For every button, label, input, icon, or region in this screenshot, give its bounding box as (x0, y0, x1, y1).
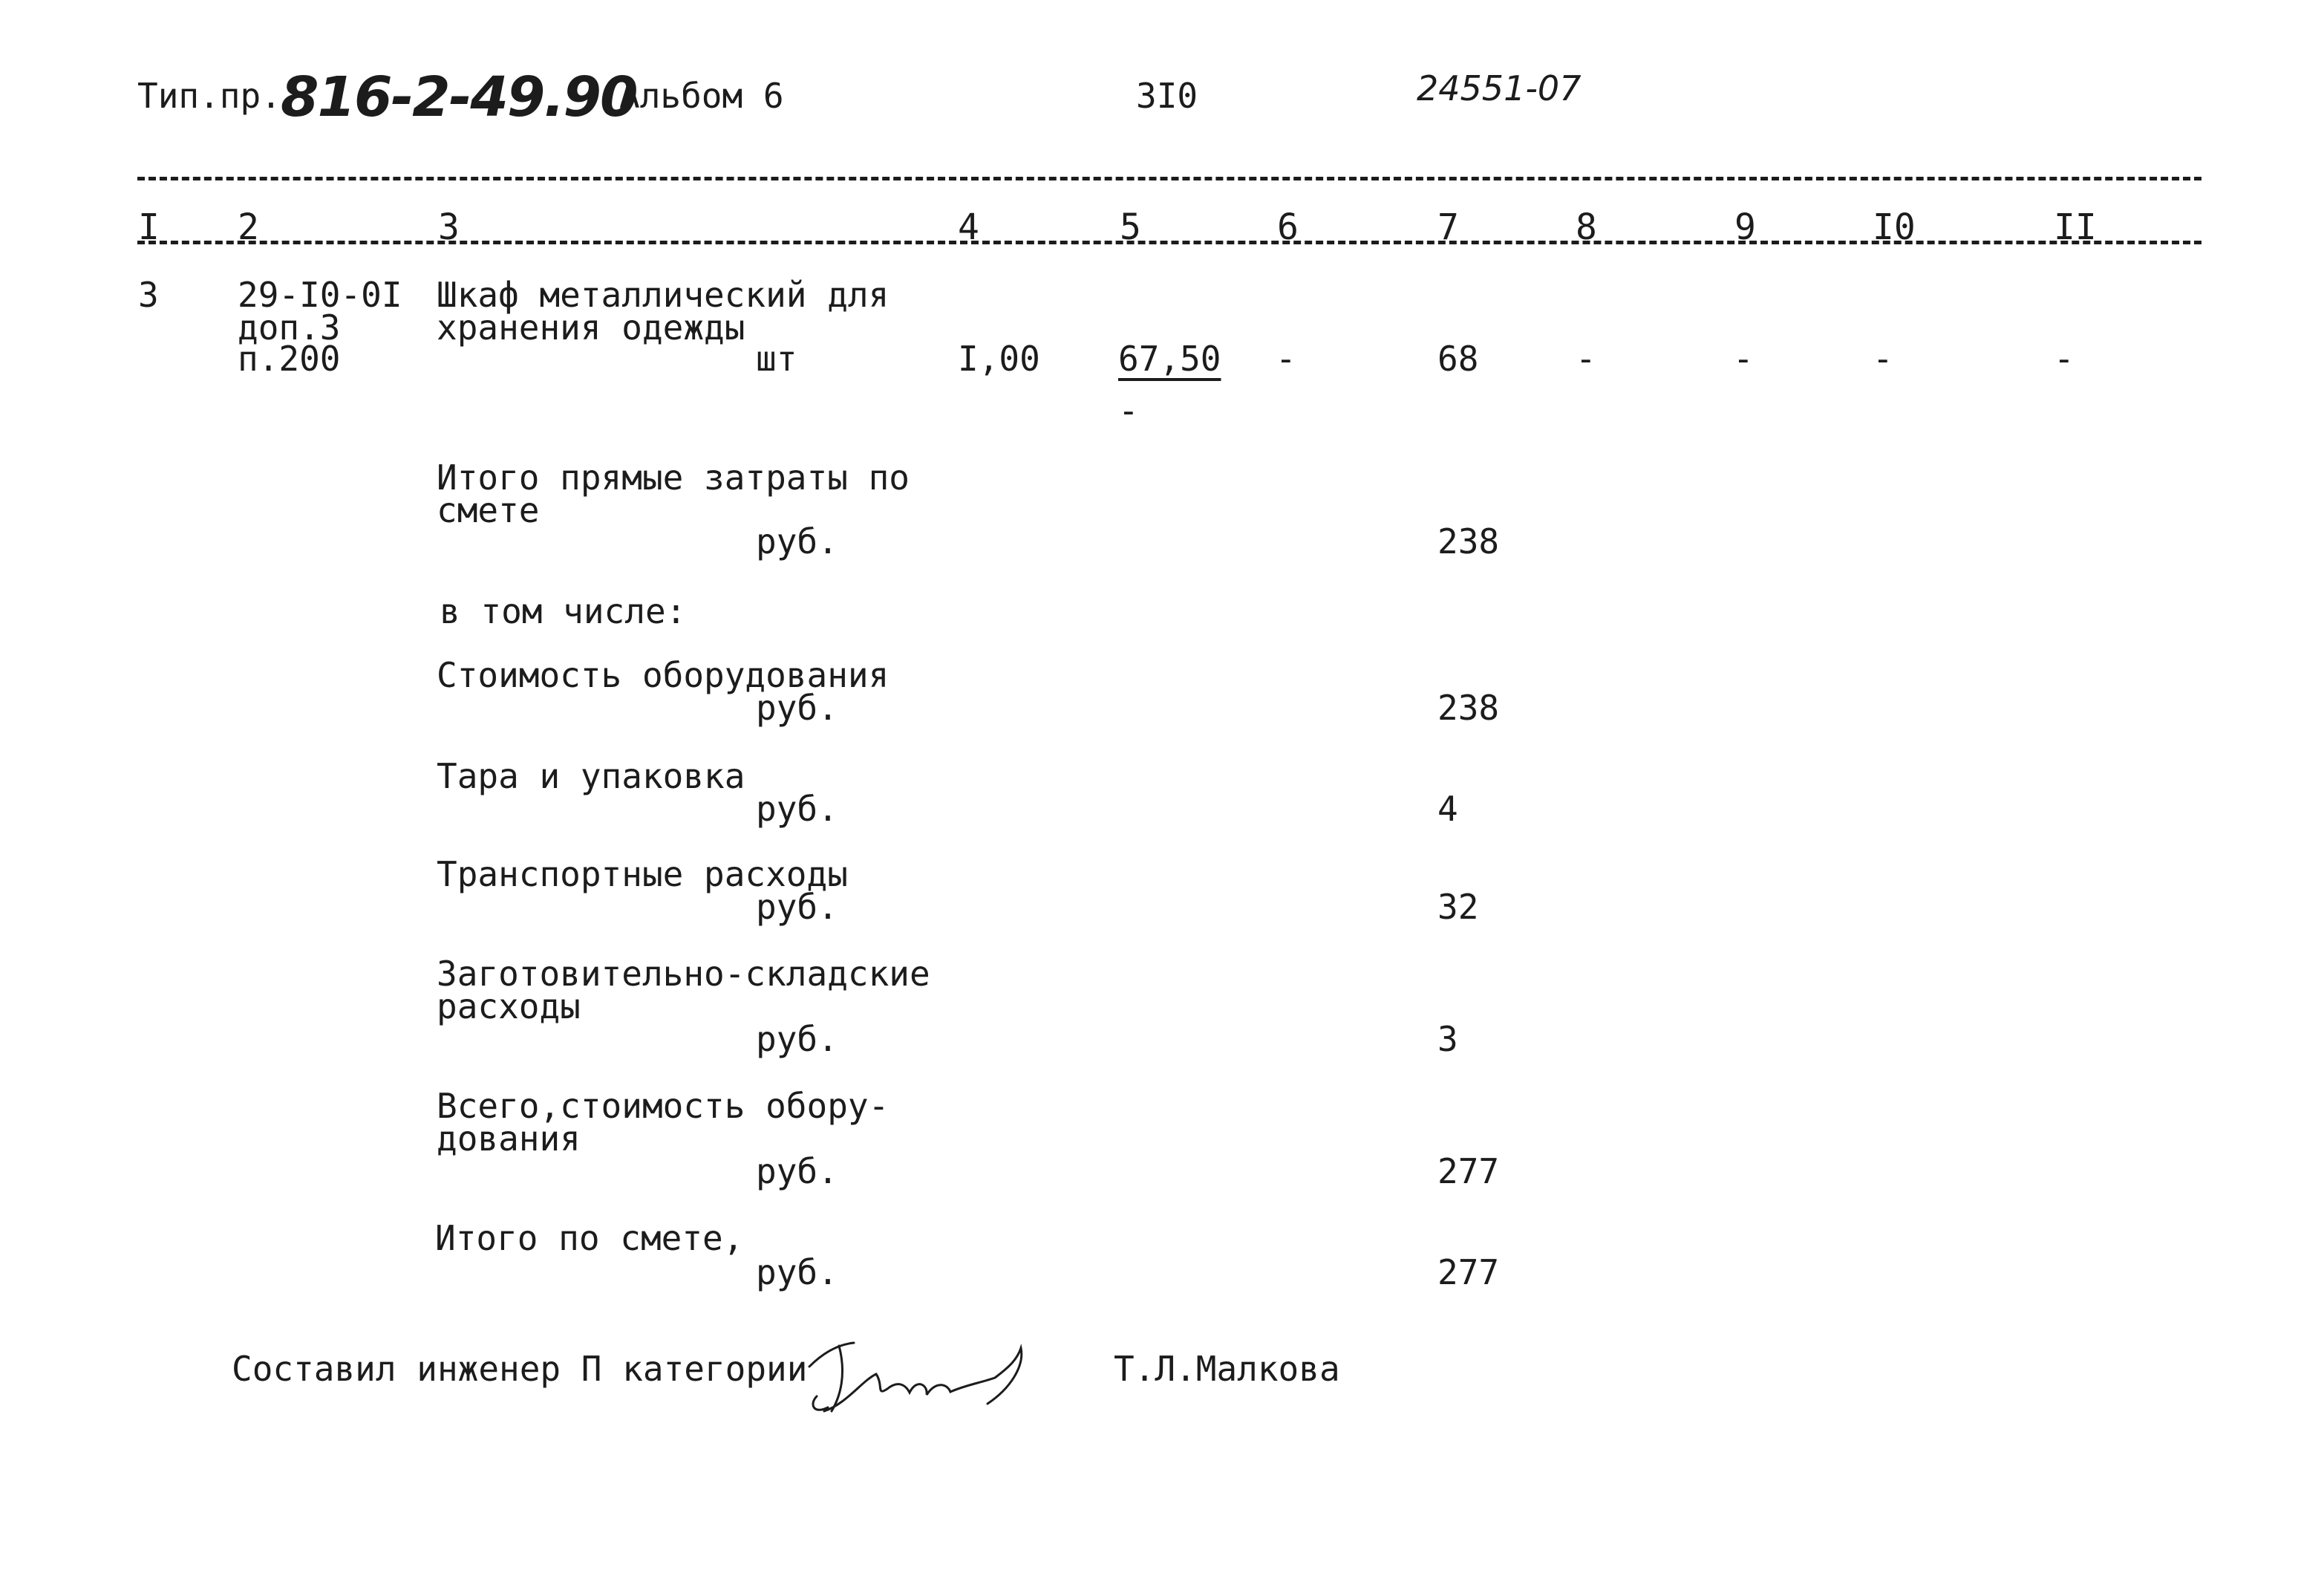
column-header: 5 (1120, 206, 1141, 248)
item-col8: - (1576, 339, 1596, 379)
direct-costs-value: 238 (1437, 521, 1500, 561)
type-prefix: Тип.пр. (137, 76, 281, 116)
equipment-cost-value: 238 (1437, 688, 1500, 728)
total-equipment-unit: руб. (756, 1151, 838, 1191)
storage-label: расходы (437, 986, 581, 1026)
storage-label: Заготовительно-складские (437, 954, 930, 994)
item-total: 68 (1437, 339, 1479, 379)
top-dash-rule (137, 177, 2201, 180)
grand-total-label: Итого по смете, (435, 1218, 744, 1258)
equipment-cost-unit: руб. (756, 688, 838, 728)
item-code-line: п.200 (238, 339, 341, 379)
item-code-line: доп.3 (238, 307, 341, 348)
column-header: 7 (1437, 206, 1459, 248)
grand-total-value: 277 (1437, 1252, 1500, 1292)
compiler-name: Т.Л.Малкова (1114, 1349, 1340, 1389)
packaging-label: Тара и упаковка (437, 756, 745, 796)
column-header: II (2054, 206, 2097, 248)
item-col10: - (1873, 339, 1893, 379)
item-price: 67,50 (1118, 339, 1221, 379)
packaging-value: 4 (1437, 789, 1458, 829)
column-header: I (138, 206, 160, 248)
storage-unit: руб. (756, 1019, 838, 1059)
item-unit: шт (756, 339, 797, 379)
grand-total-unit: руб. (756, 1252, 838, 1292)
direct-costs-label: Итого прямые затраты по (437, 458, 910, 498)
column-header: 2 (238, 206, 259, 248)
total-equipment-label: дования (437, 1119, 581, 1159)
column-header: I0 (1873, 206, 1916, 248)
item-col11: - (2054, 339, 2075, 379)
direct-costs-label: смете (437, 490, 540, 530)
item-code-line: 29-I0-0I (238, 275, 402, 315)
item-name-line: хранения одежды (437, 307, 745, 348)
item-quantity: I,00 (958, 339, 1040, 379)
transport-label: Транспортные расходы (437, 854, 848, 894)
item-number: 3 (138, 275, 159, 315)
type-number: 816-2-49.90 (281, 65, 637, 129)
transport-value: 32 (1437, 887, 1479, 927)
column-header: 3 (438, 206, 460, 248)
total-equipment-value: 277 (1437, 1151, 1500, 1191)
album-label: Альбом 6 (619, 76, 784, 116)
transport-unit: руб. (756, 887, 838, 927)
compiled-by-label: Составил инженер П категории (232, 1349, 808, 1389)
storage-value: 3 (1437, 1019, 1458, 1059)
item-name-line: Шкаф металлический для (437, 275, 890, 315)
column-header: 8 (1576, 206, 1597, 248)
including-label: в том числе: (440, 591, 687, 631)
column-header: 4 (958, 206, 979, 248)
equipment-cost-label: Стоимость оборудования (437, 655, 890, 695)
total-equipment-label: Всего,стоимость обору- (437, 1086, 890, 1126)
direct-costs-unit: руб. (756, 521, 838, 561)
item-price-sub: - (1118, 391, 1139, 431)
page-number: 3I0 (1136, 76, 1198, 116)
inventory-number: 24551-07 (1417, 68, 1582, 108)
packaging-unit: руб. (756, 789, 838, 829)
item-col6: - (1276, 339, 1296, 379)
signature (794, 1315, 1047, 1426)
column-header: 9 (1734, 206, 1756, 248)
column-header: 6 (1277, 206, 1299, 248)
item-col9: - (1733, 339, 1754, 379)
